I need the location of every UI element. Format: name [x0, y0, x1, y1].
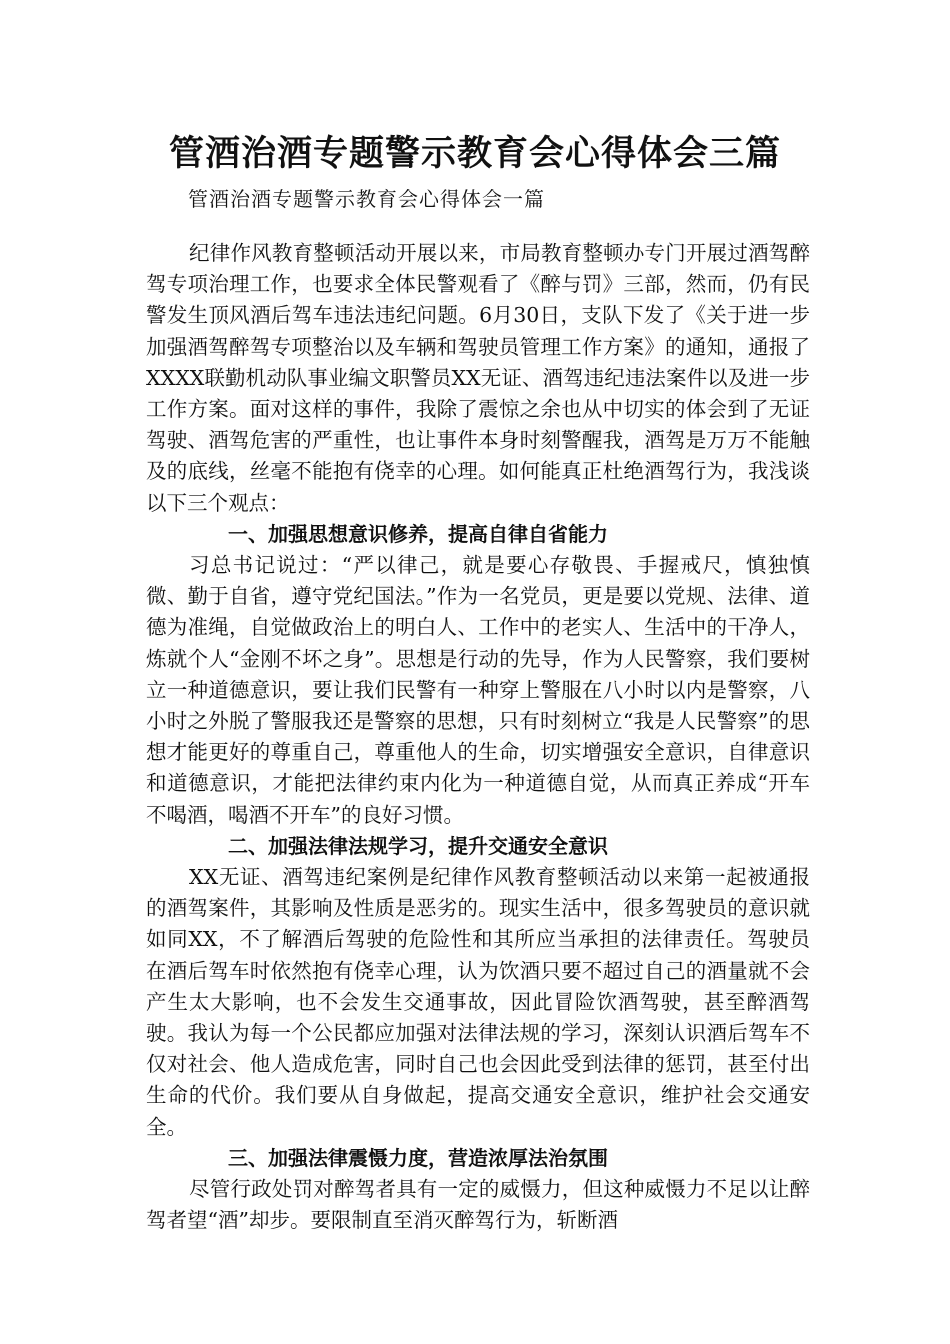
section-paragraph-3: 尽管行政处罚对醉驾者具有一定的威慑力，但这种威慑力不足以让醉驾者望“酒”却步。要限制直至消灭醉驾行为，斩断酒 [146, 1177, 810, 1233]
intro-paragraph: 纪律作风教育整顿活动开展以来，市局教育整顿办专门开展过酒驾醉驾专项治理工作，也要求全体民警观看了《醉与罚》三部，然而，仍有民警发生顶风酒后驾车违法违纪问题。6月30日，支队下发了《关于进一步加强酒驾醉驾专项整治以及车辆和驾驶员管理工作方案》的通知，通报了XXXX联勤机动队事业编文职警员XX无证、酒驾违纪违法案件以及进一步工作方案。面对这样的事件，我除了震惊之余也从中切实的体会到了无证驾驶、酒驾危害的严重性，也让事件本身时刻警醒我，酒驾是万万不能触及的底线，丝毫不能抱有侥幸的心理。如何能真正杜绝酒驾行为，我浅谈以下三个观点： [146, 241, 810, 515]
section-heading-3: 三、加强法律震慑力度，营造浓厚法治氛围 [228, 1145, 608, 1170]
section-heading-1: 一、加强思想意识修养，提高自律自省能力 [228, 521, 608, 546]
document-body [146, 238, 810, 1237]
document-subtitle: 管酒治酒专题警示教育会心得体会一篇 [188, 187, 545, 211]
document-title: 管酒治酒专题警示教育会心得体会三篇 [168, 134, 781, 174]
section-paragraph-2: XX无证、酒驾违纪案例是纪律作风教育整顿活动以来第一起被通报的酒驾案件，其影响及性质是恶劣的。现实生活中，很多驾驶员的意识就如同XX，不了解酒后驾驶的危险性和其所应当承担的法律责任。驾驶员在酒后驾车时依然抱有侥幸心理，认为饮酒只要不超过自己的酒量就不会产生太大影响，也不会发生交通事故，因此冒险饮酒驾驶，甚至醉酒驾驶。我认为每一个公民都应加强对法律法规的学习，深刻认识酒后驾车不仅对社会、他人造成危害，同时自己也会因此受到法律的惩罚，甚至付出生命的代价。我们要从自身做起，提高交通安全意识，维护社会交通安全。 [146, 865, 810, 1139]
section-heading-2: 二、加强法律法规学习，提升交通安全意识 [228, 833, 608, 858]
section-paragraph-1: 习总书记说过：“严以律己，就是要心存敬畏、手握戒尺，慎独慎微、勤于自省，遵守党纪国法。”作为一名党员，更是要以党规、法律、道德为准绳，自觉做政治上的明白人、工作中的老实人、生活中的干净人，炼就个人“金刚不坏之身”。思想是行动的先导，作为人民警察，我们要树立一种道德意识，要让我们民警有一种穿上警服在八小时以内是警察，八小时之外脱了警服我还是警察的思想，只有时刻树立“我是人民警察”的思想才能更好的尊重自己，尊重他人的生命，切实增强安全意识，自律意识和道德意识，才能把法律约束内化为一种道德自觉，从而真正养成“开车不喝酒，喝酒不开车”的良好习惯。 [146, 553, 810, 827]
